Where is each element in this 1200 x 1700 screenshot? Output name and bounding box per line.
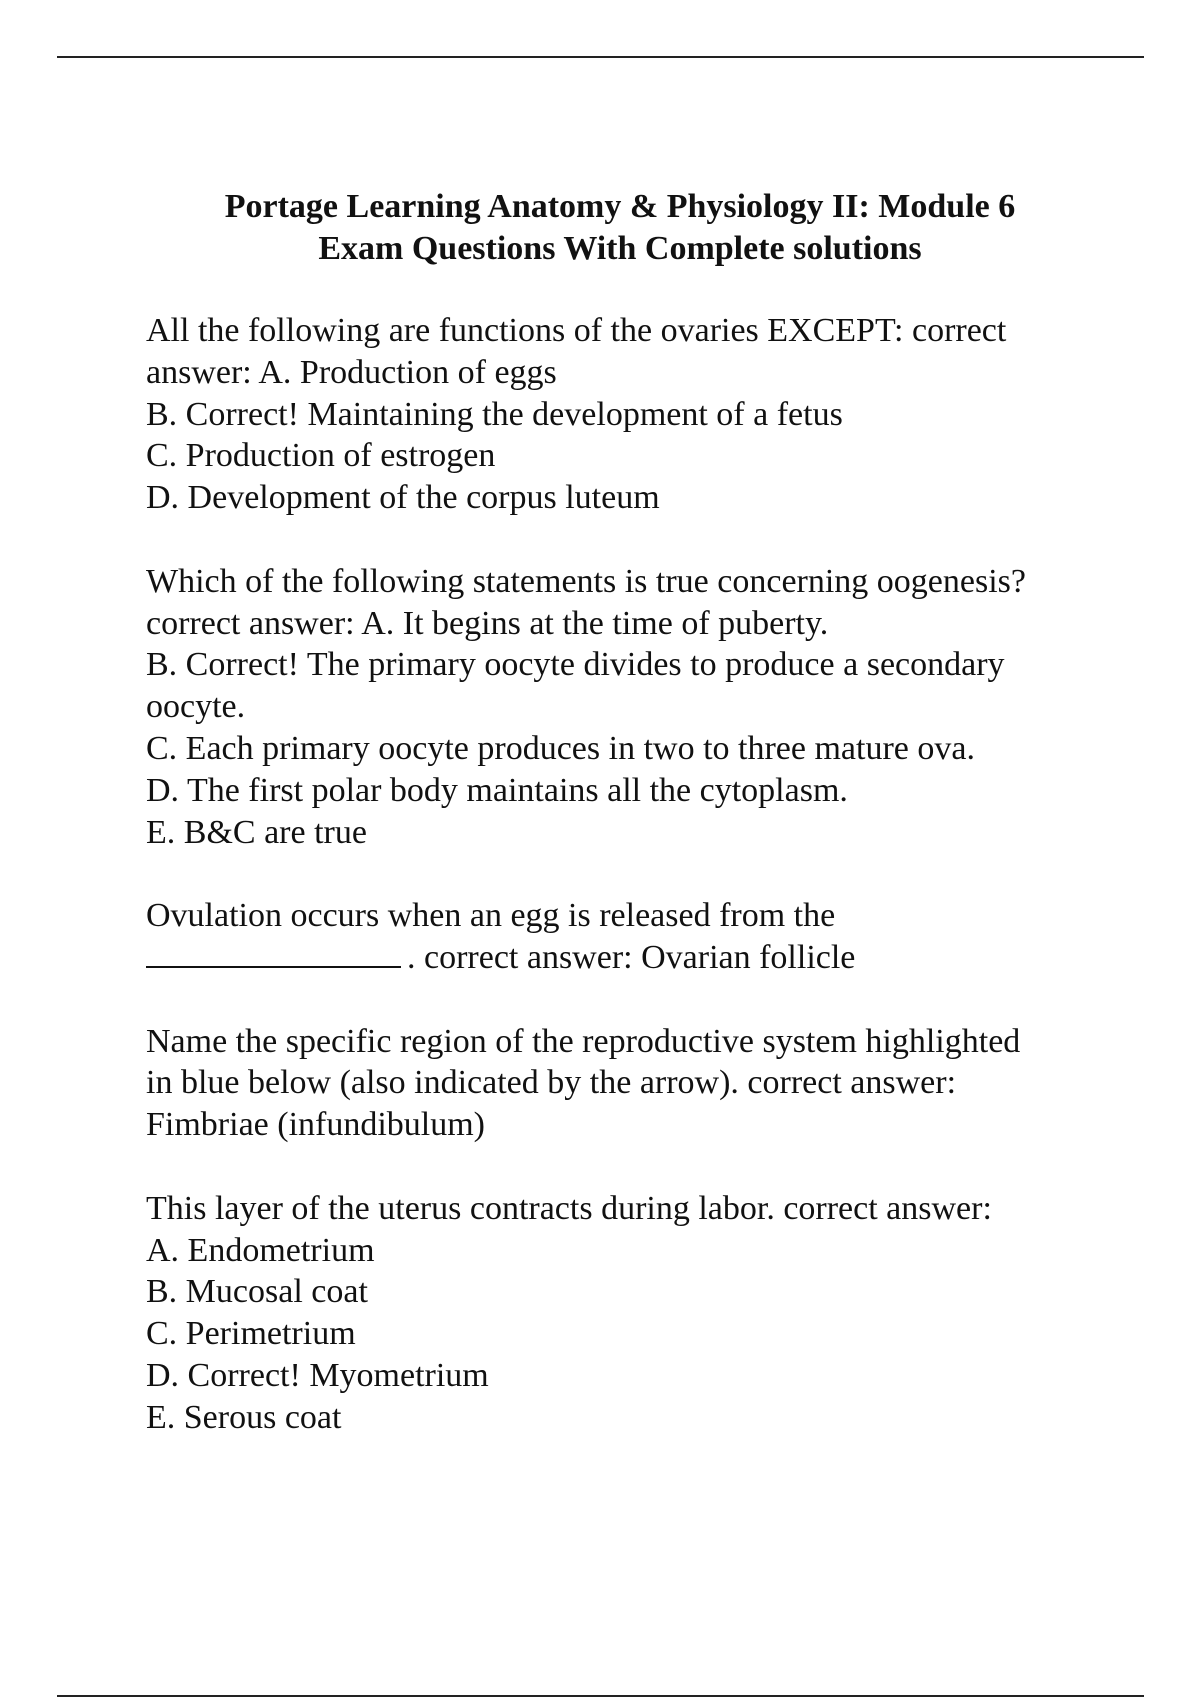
question-3-answer [146, 937, 1146, 979]
question-block-1 [146, 310, 1146, 519]
question-block-2 [146, 561, 1146, 854]
title-line-1: Portage Learning Anatomy & Physiology II: Module 6 [224, 188, 1016, 225]
title-line-2: Exam Questions With Complete solutions [318, 230, 922, 267]
question-2-answer-e: E. B&C are true [146, 813, 367, 851]
question-5-answer-a: A. Endometrium [146, 1231, 375, 1269]
question-1-answer-c: C. Production of estrogen [146, 437, 496, 475]
question-2-text: Which of the following statements is true concerning oogenesis? [146, 562, 1026, 600]
question-1-text: All the following are functions of the ovaries EXCEPT: correct [146, 312, 1007, 349]
fill-in-blank [146, 938, 401, 968]
question-block-4 [146, 1021, 1146, 1146]
question-1-answer-b: B. Correct! Maintaining the development of a fetus [146, 395, 843, 433]
top-rule [57, 56, 1144, 58]
question-4-answer: Fimbriae (infundibulum) [146, 1106, 486, 1144]
question-4-text-cont: in blue below (also indicated by the arrow). correct answer: [146, 1064, 957, 1102]
question-block-3 [146, 895, 1146, 979]
question-1-answer-a: answer: A. Production of eggs [146, 353, 557, 391]
question-2-answer-a: correct answer: A. It begins at the time of puberty. [146, 604, 829, 642]
question-block-5 [146, 1188, 1146, 1439]
question-4-text: Name the specific region of the reproductive system highlighted [146, 1022, 1021, 1060]
question-2-answer-d: D. The first polar body maintains all the cytoplasm. [146, 771, 848, 809]
question-5-answer-e: E. Serous coat [146, 1398, 342, 1436]
question-1-answer-d: D. Development of the corpus luteum [146, 479, 660, 517]
bottom-rule [57, 1695, 1144, 1697]
question-3-text: Ovulation occurs when an egg is released from the [146, 897, 836, 935]
question-5-answer-b: B. Mucosal coat [146, 1273, 368, 1311]
question-2-answer-b-cont: oocyte. [146, 688, 246, 726]
document-body [146, 310, 1146, 1439]
question-2-answer-c: C. Each primary oocyte produces in two to three mature ova. [146, 729, 975, 767]
document-title [100, 186, 1140, 270]
question-5-answer-c: C. Perimetrium [146, 1315, 356, 1353]
question-5-text: This layer of the uterus contracts during labor. correct answer: [146, 1189, 992, 1227]
question-2-answer-b: B. Correct! The primary oocyte divides to produce a secondary [146, 646, 1005, 684]
question-3-answer-text: . correct answer: Ovarian follicle [407, 938, 856, 976]
question-5-answer-d: D. Correct! Myometrium [146, 1356, 489, 1394]
